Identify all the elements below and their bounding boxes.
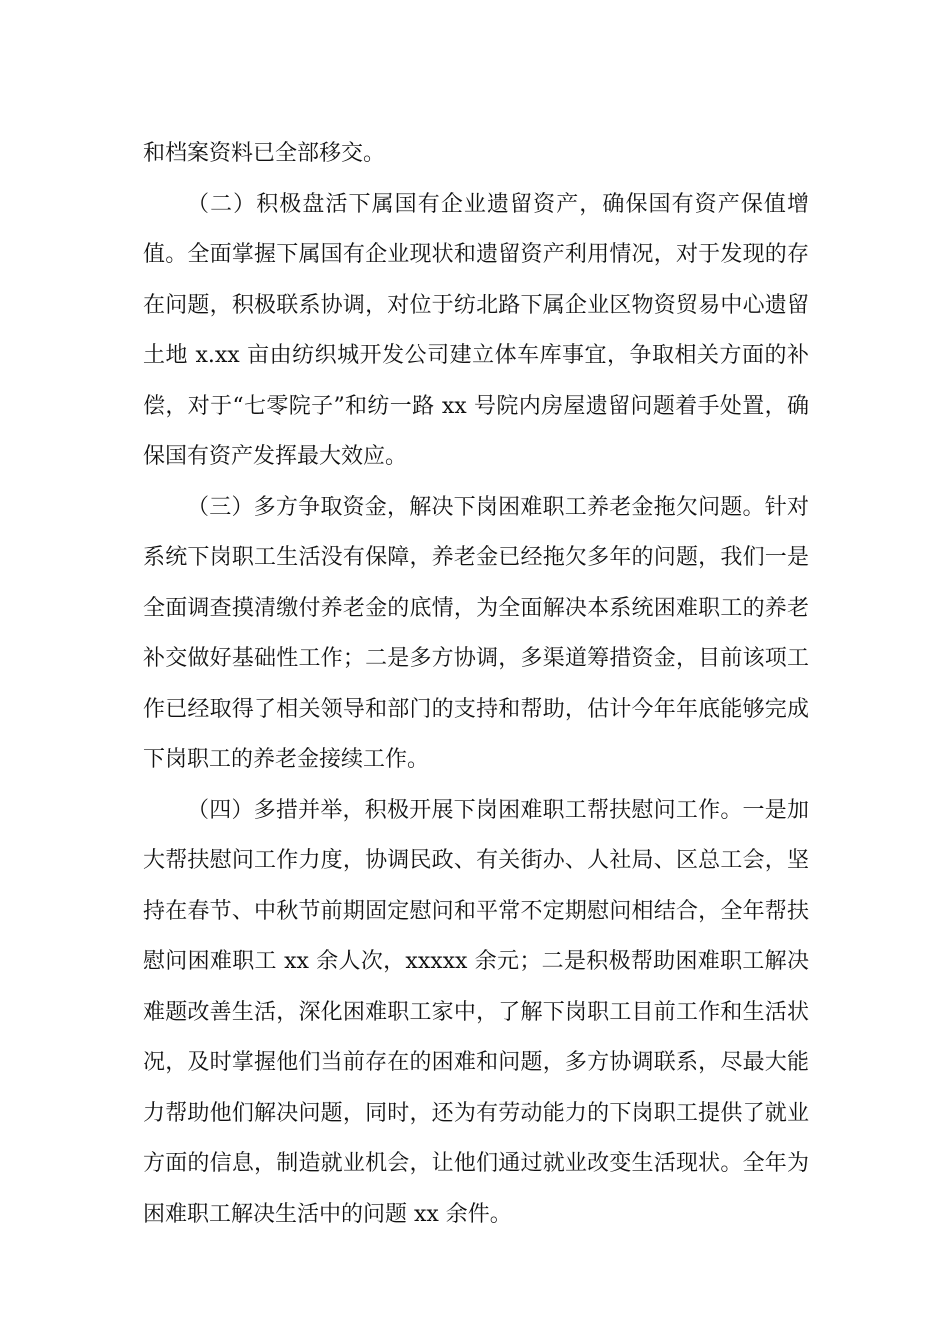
paragraph-section-4: （四）多措并举，积极开展下岗困难职工帮扶慰问工作。一是加大帮扶慰问工作力度，协调民政、有关街办、人社局、区总工会，坚持在春节、中秋节前期固定慰问和平常不定期慰问相结合，全年帮扶慰问困难职工 xx 余人次，xxxxx 余元；二是积极帮助困难职工解决难题改善生活，深化困难职工家中，了解下岗职工目前工作和生活状况，及时掌握他们当前存在的困难和问题，多方协调联系，尽最大能力帮助他们解决问题，同时，还为有劳动能力的下岗职工提供了就业方面的信息，制造就业机会，让他们通过就业改变生活现状。全年为困难职工解决生活中的问题 xx 余件。 xyxy=(143,797,809,1227)
paragraph-continuation: 和档案资料已全部移交。 xyxy=(143,141,386,166)
document-body xyxy=(143,129,809,1240)
paragraph-section-2: （二）积极盘活下属国有企业遗留资产，确保国有资产保值增值。全面掌握下属国有企业现状和遗留资产利用情况，对于发现的存在问题，积极联系协调，对位于纺北路下属企业区物资贸易中心遗留土地 x.xx 亩由纺织城开发公司建立体车库事宜，争取相关方面的补偿，对于“七零院子”和纺一路 xx 号院内房屋遗留问题着手处置，确保国有资产发挥最大效应。 xyxy=(143,191,809,469)
paragraph-section-3: （三）多方争取资金，解决下岗困难职工养老金拖欠问题。针对系统下岗职工生活没有保障，养老金已经拖欠多年的问题，我们一是全面调查摸清缴付养老金的底情，为全面解决本系统困难职工的养老补交做好基础性工作；二是多方协调，多渠道筹措资金，目前该项工作已经取得了相关领导和部门的支持和帮助，估计今年年底能够完成下岗职工的养老金接续工作。 xyxy=(143,494,809,772)
